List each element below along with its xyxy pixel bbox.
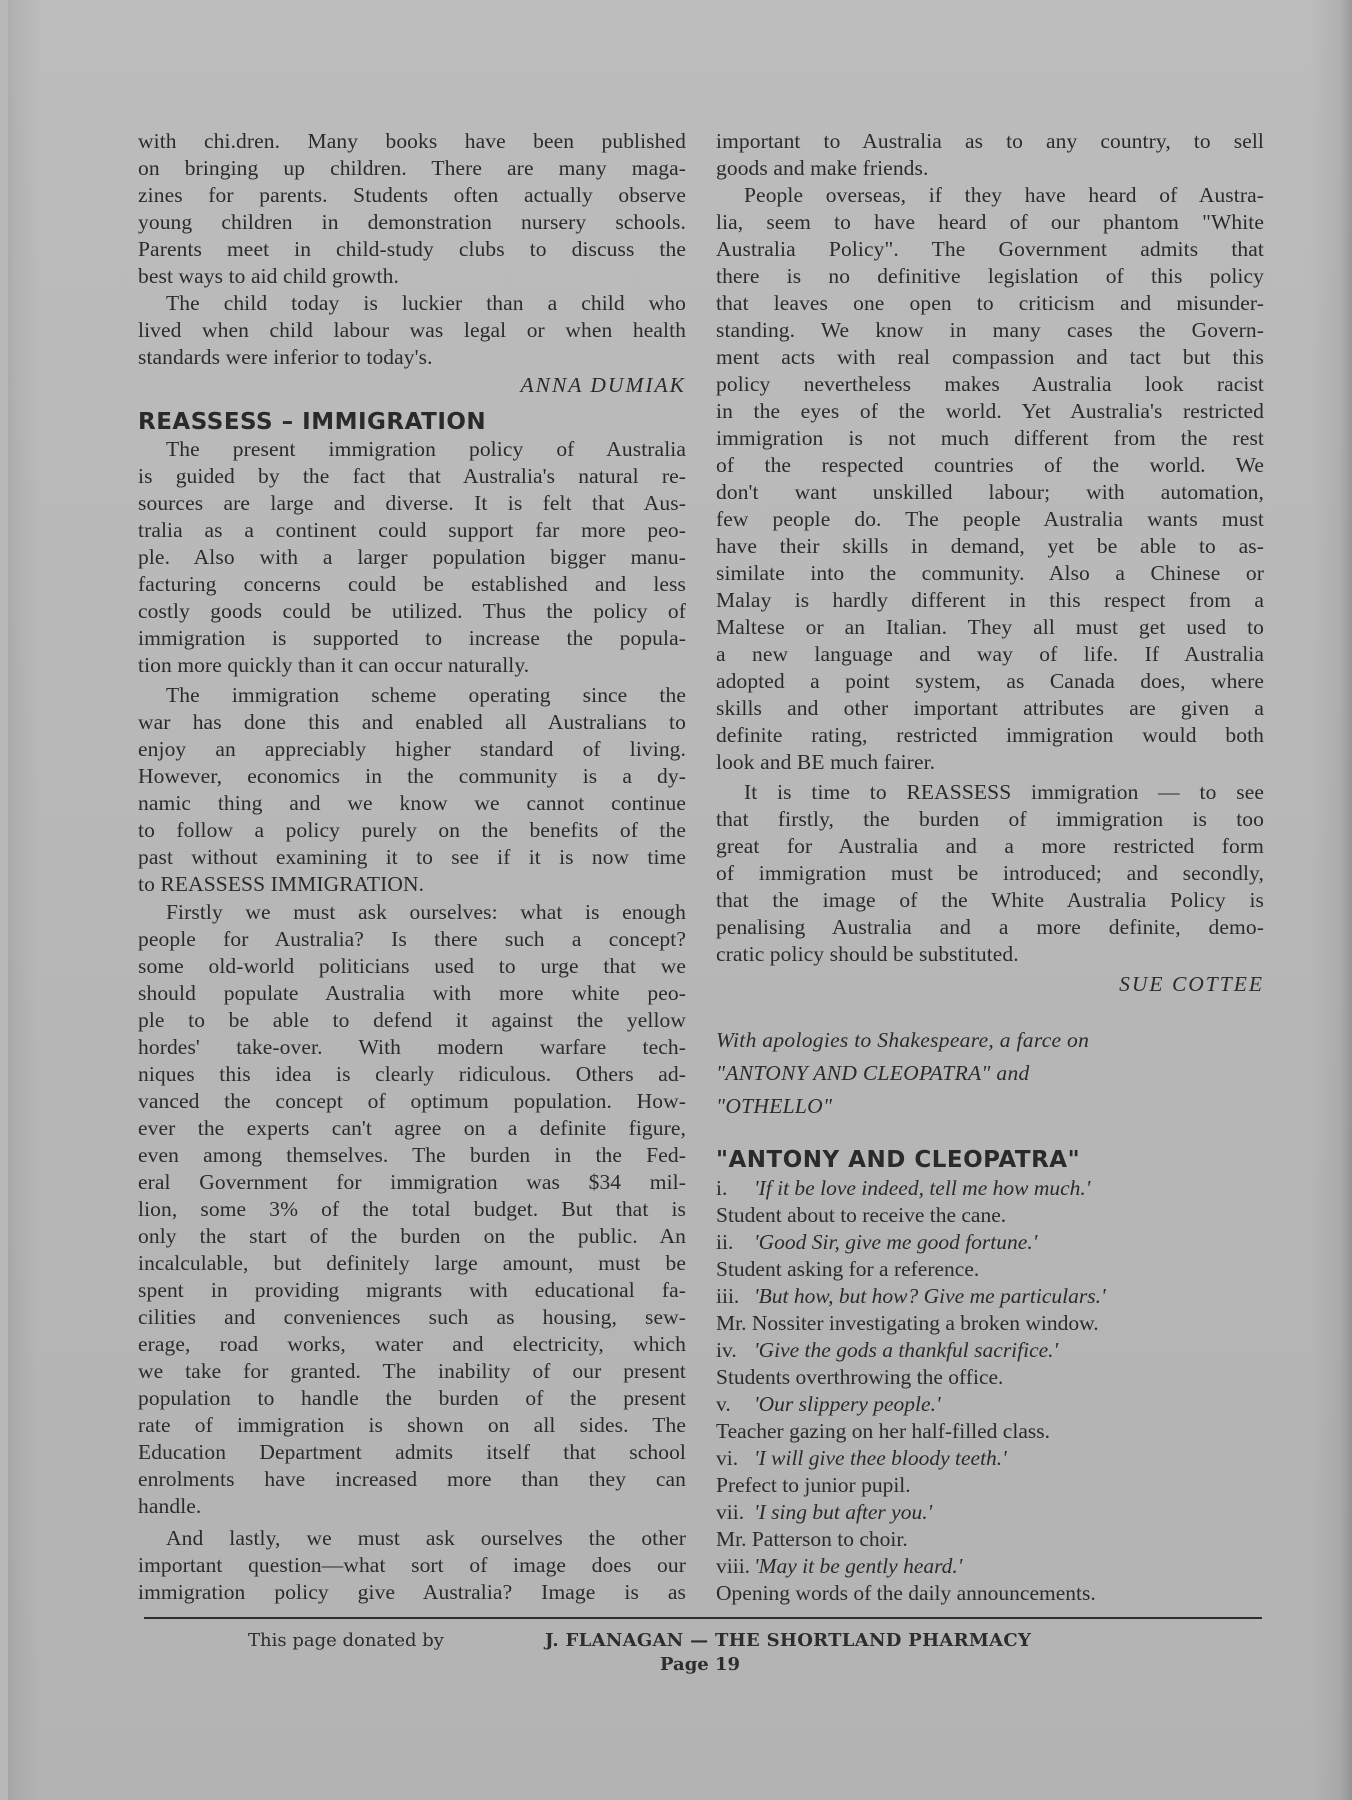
text-line: important to Australia as to any country, to sell (716, 129, 1264, 153)
farce-item-quote (716, 1283, 1106, 1310)
text-line: zines for parents. Students often actually observe (138, 183, 686, 207)
text-line: spent in providing migrants with educational fa- (138, 1278, 686, 1302)
text-line: handle. (138, 1494, 202, 1518)
text-line: policy nevertheless makes Australia look racist (716, 372, 1264, 396)
farce-item-caption: Student about to receive the cane. (716, 1203, 1007, 1227)
text-line: similate into the community. Also a Chinese or (716, 561, 1264, 585)
article-heading: REASSESS – IMMIGRATION (138, 409, 487, 435)
text-line: of immigration must be introduced; and secondly, (716, 861, 1264, 885)
text-line: standards were inferior to today's. (138, 345, 433, 369)
text-line: incalculable, but definitely large amount, must be (138, 1251, 686, 1275)
text-line: However, economics in the community is a dy- (138, 764, 686, 788)
item-number: iii. (716, 1284, 740, 1308)
text-line: people for Australia? Is there such a concept? (138, 927, 686, 951)
farce-item-quote (716, 1499, 932, 1526)
page-number: Page 19 (660, 1654, 741, 1675)
text-line: standing. We know in many cases the Govern- (716, 318, 1264, 342)
text-line: ment acts with real compassion and tact but this (716, 345, 1264, 369)
item-quote: 'But how, but how? Give me particulars.' (754, 1284, 1106, 1308)
farce-item-quote (716, 1175, 1090, 1202)
text-line: look and BE much fairer. (716, 750, 936, 774)
farce-heading: "ANTONY AND CLEOPATRA" (716, 1147, 1081, 1173)
text-line: that firstly, the burden of immigration is too (716, 807, 1264, 831)
text-line: definite rating, restricted immigration would both (716, 723, 1264, 747)
text-line: young children in demonstration nursery schools. (138, 210, 686, 234)
text-line: Australia Policy". The Government admits that (716, 237, 1264, 261)
text-line: important question—what sort of image does our (138, 1553, 686, 1577)
text-line: to REASSESS IMMIGRATION. (138, 872, 425, 896)
text-line: in the eyes of the world. Yet Australia's restricted (716, 399, 1264, 423)
footer-divider (144, 1617, 1262, 1619)
text-line: enrolments have increased more than they can (138, 1467, 686, 1491)
page-spine-shadow (0, 0, 8, 1800)
text-line: best ways to aid child growth. (138, 264, 399, 288)
text-line: The present immigration policy of Australia (166, 437, 686, 461)
text-line: ple to be able to defend it against the yellow (138, 1008, 686, 1032)
item-quote: 'Give the gods a thankful sacrifice.' (754, 1338, 1059, 1362)
item-quote: 'I sing but after you.' (754, 1500, 933, 1524)
item-number: viii. (716, 1554, 751, 1578)
text-line: immigration is not much different from the rest (716, 426, 1264, 450)
donated-label: This page donated by (248, 1630, 444, 1651)
text-line: rate of immigration is shown on all sides. The (138, 1413, 686, 1437)
text-line: some old-world politicians used to urge that we (138, 954, 686, 978)
text-line: on bringing up children. There are many maga- (138, 156, 686, 180)
text-line: costly goods could be utilized. Thus the policy of (138, 599, 686, 623)
text-line: there is no definitive legislation of this policy (716, 264, 1264, 288)
text-line: cilities and conveniences such as housing, sew- (138, 1305, 686, 1329)
farce-item-caption: Opening words of the daily announcements. (716, 1581, 1096, 1605)
text-line: we take for granted. The inability of our present (138, 1359, 686, 1383)
text-line: skills and other important attributes are given a (716, 696, 1264, 720)
text-line: sources are large and diverse. It is felt that Aus- (138, 491, 686, 515)
sponsor-name: J. FLANAGAN — THE SHORTLAND PHARMACY (545, 1630, 1032, 1651)
text-line: niques this idea is clearly ridiculous. Others ad- (138, 1062, 686, 1086)
text-line: few people do. The people Australia wants must (716, 507, 1264, 531)
text-line: enjoy an appreciably higher standard of living. (138, 737, 686, 761)
farce-item-caption: Student asking for a reference. (716, 1257, 980, 1281)
text-line: ple. Also with a larger population bigger manu- (138, 545, 686, 569)
text-line: Maltese or an Italian. They all must get used to (716, 615, 1264, 639)
text-line: It is time to REASSESS immigration — to see (744, 780, 1264, 804)
text-line: Parents meet in child-study clubs to discuss the (138, 237, 686, 261)
text-line: cratic policy should be substituted. (716, 942, 1019, 966)
farce-intro-line: With apologies to Shakespeare, a farce on (716, 1028, 1090, 1052)
text-line: namic thing and we know we cannot continue (138, 791, 686, 815)
text-line: immigration policy give Australia? Image is as (138, 1580, 686, 1604)
item-quote: 'I will give thee bloody teeth.' (754, 1446, 1007, 1470)
text-line: adopted a point system, as Canada does, where (716, 669, 1264, 693)
text-line: to follow a policy purely on the benefits of the (138, 818, 686, 842)
text-line: tion more quickly than it can occur naturally. (138, 653, 530, 677)
item-number: i. (716, 1176, 728, 1200)
text-line: People overseas, if they have heard of Austra- (744, 183, 1264, 207)
farce-intro-line: "ANTONY AND CLEOPATRA" and (716, 1061, 1030, 1085)
item-number: vi. (716, 1446, 739, 1470)
text-line: lived when child labour was legal or when health (138, 318, 686, 342)
farce-intro-line: "OTHELLO" (716, 1094, 833, 1118)
text-line: The immigration scheme operating since the (166, 683, 686, 707)
text-line: Education Department admits itself that school (138, 1440, 686, 1464)
text-line: only the start of the burden on the public. An (138, 1224, 686, 1248)
farce-item-caption: Teacher gazing on her half-filled class. (716, 1419, 1050, 1443)
farce-item-quote (716, 1445, 1007, 1472)
author-byline: SUE COTTEE (1119, 972, 1264, 996)
text-line: goods and make friends. (716, 156, 929, 180)
text-line: have their skills in demand, yet be able to as- (716, 534, 1264, 558)
text-line: great for Australia and a more restricted form (716, 834, 1264, 858)
text-line: Malay is hardly different in this respect from a (716, 588, 1264, 612)
text-line: ever the experts can't agree on a definite figure, (138, 1116, 686, 1140)
farce-item-caption: Prefect to junior pupil. (716, 1473, 911, 1497)
item-number: ii. (716, 1230, 734, 1254)
text-line: don't want unskilled labour; with automation, (716, 480, 1264, 504)
farce-item-quote (716, 1229, 1037, 1256)
text-line: war has done this and enabled all Australians to (138, 710, 686, 734)
text-line: immigration is supported to increase the popula- (138, 626, 686, 650)
farce-item-quote (716, 1553, 962, 1580)
text-line: past without examining it to see if it is now time (138, 845, 686, 869)
item-quote: 'Our slippery people.' (754, 1392, 941, 1416)
item-number: iv. (716, 1338, 737, 1362)
text-line: facturing concerns could be established and less (138, 572, 686, 596)
text-line: is guided by the fact that Australia's natural re- (138, 464, 686, 488)
text-line: that the image of the White Australia Policy is (716, 888, 1264, 912)
text-line: And lastly, we must ask ourselves the other (166, 1526, 686, 1550)
item-quote: 'May it be gently heard.' (754, 1554, 963, 1578)
farce-item-caption: Students overthrowing the office. (716, 1365, 1004, 1389)
text-line: lion, some 3% of the total budget. But that is (138, 1197, 686, 1221)
text-line: with chi.dren. Many books have been published (138, 129, 686, 153)
text-line: that leaves one open to criticism and misunder- (716, 291, 1264, 315)
text-line: of the respected countries of the world. We (716, 453, 1264, 477)
item-quote: 'Good Sir, give me good fortune.' (754, 1230, 1038, 1254)
text-line: penalising Australia and a more definite, demo- (716, 915, 1264, 939)
text-line: a new language and way of life. If Australia (716, 642, 1264, 666)
text-line: erage, road works, water and electricity, which (138, 1332, 686, 1356)
text-line: tralia as a continent could support far more peo- (138, 518, 686, 542)
farce-item-quote (716, 1337, 1058, 1364)
text-line: eral Government for immigration was $34 mil- (138, 1170, 686, 1194)
farce-item-quote (716, 1391, 941, 1418)
item-number: v. (716, 1392, 731, 1416)
text-line: Firstly we must ask ourselves: what is enough (166, 900, 686, 924)
text-line: lia, seem to have heard of our phantom "White (716, 210, 1264, 234)
farce-item-caption: Mr. Patterson to choir. (716, 1527, 908, 1551)
text-line: should populate Australia with more white peo- (138, 981, 686, 1005)
item-quote: 'If it be love indeed, tell me how much.' (754, 1176, 1091, 1200)
item-number: vii. (716, 1500, 745, 1524)
farce-item-caption: Mr. Nossiter investigating a broken window. (716, 1311, 1099, 1335)
text-line: hordes' take-over. With modern warfare tech- (138, 1035, 686, 1059)
text-line: even among themselves. The burden in the Fed- (138, 1143, 686, 1167)
text-line: The child today is luckier than a child who (166, 291, 686, 315)
text-line: population to handle the burden of the present (138, 1386, 686, 1410)
author-byline: ANNA DUMIAK (520, 373, 686, 397)
text-line: vanced the concept of optimum population. How- (138, 1089, 686, 1113)
